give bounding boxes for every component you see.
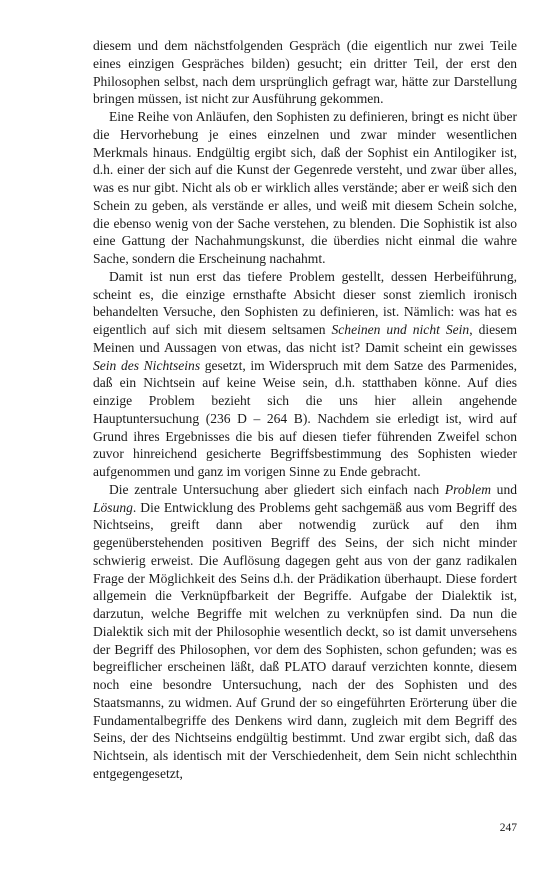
paragraph-3 [93,268,517,481]
text-run: Damit ist nun erst das tiefere Problem gestellt, dessen Herbeiführung, scheint es, die einzige ernsthafte Absicht dieser sonst ziemlich ironisch behandelten Versuche, den Sophisten zu definieren, ist. Nämlich: was hat es eigentlich auf sich mit diesem seltsamen [93,268,517,337]
text-run: , diesem Meinen und Aussagen von etwas, das nicht ist? Damit scheint ein gewisses [93,322,517,355]
text-run: Die zentrale Untersuchung aber gliedert sich einfach nach [109,481,445,497]
emphasized-text: Problem [444,481,491,497]
emphasized-text: Sein des Nichtseins [93,357,201,373]
body-text [93,37,517,783]
emphasized-text: Scheinen und nicht Sein [331,322,470,337]
emphasized-text: Lösung [93,499,133,515]
text-run: gesetzt, im Widerspruch mit dem Satze des Parmenides, daß ein Nichtsein auf keine Weise sein, d.h. statthaben könne. Auf dies einzige Problem bezieht sich die uns hier allein angehende Hauptuntersuchung (236 D – 264 B). Nachdem sie erledigt ist, wird auf Grund ihres Ergebnisses die bis auf diesen tiefer führenden Zweifel schon zuvor hinreichend gesicherte Begriffsbestimmung des Sophisten wieder aufgenommen und ganz im vorigen Sinne zu Ende gebracht. [93,357,517,479]
paragraph-2 [93,108,517,268]
paragraph-1 [93,37,517,108]
text-run: . Die Entwicklung des Problems geht sachgemäß aus vom Begriff des Nichtseins, greift dann aber notwendig zurück auf den ihm gegenüberstehenden positiven Begriff des Seins, der sich nicht minder schwierig erweist. Die Auflösung dagegen geht aus von der ganz radikalen Frage der Möglichkeit des Seins d.h. der Prädikation überhaupt. Diese fordert allgemein die Verknüpfbarkeit der Begriffe. Aufgabe der Dialektik ist, darzutun, welche Begriffe mit welchen zu verknüpfen sind. Da nun die Dialektik sich mit der Philosophie wesentlich deckt, so ist damit unversehens der Begriff des Philosophen, vor dem des Sophisten, schon gefunden; was es begreiflicher erscheinen läßt, daß PLATO darauf verzichten konnte, diesem noch eine besondre Untersuchung, nach der des Sophisten und des Staatsmanns, zu widmen. Auf Grund der so eingeführten Erörterung über die Fundamentalbegriffe des Denkens wird dann, zugleich mit dem Begriff des Seins, der des Nichtseins endgültig bestimmt. Und zwar ergibt sich, daß das Nichtsein, als identisch mit der Verschiedenheit, dem Sein nicht schlechthin entgegengesetzt, [93,499,517,781]
page-number: 247 [499,822,517,834]
text-run: diesem und dem nächstfolgenden Gespräch (die eigentlich nur zwei Teile eines einzigen Gespräches bilden) gesucht; ein dritter Teil, der erst den Philosophen selbst, nach dem ursprünglich gefragt war, hätte zur Darstellung bringen müssen, ist nicht zur Ausführung gekommen. [93,38,517,107]
text-run: und [490,481,517,497]
text-run: Eine Reihe von Anläufen, den Sophisten zu definieren, bringt es nicht über die Hervorhebung je eines einzelnen und zwar minder wesentlichen Merkmals hinaus. Endgültig ergibt sich, daß der Sophist ein Antilogiker ist, d.h. einer der sich auf die Kunst der Gegenrede versteht, und zwar über alles, was es nur gibt. Nicht als ob er wirklich alles verstände; aber er weiß sich den Schein zu geben, als verstände er alles, und weiß mit diesem Schein solche, die ebenso wenig von der Sache verstehen, zu blenden. Die Sophistik ist also eine Gattung der Nachahmungskunst, die überdies nicht einmal die wahre Sache, sondern die Erscheinung nachahmt. [93,109,517,266]
paragraph-4 [93,481,517,783]
